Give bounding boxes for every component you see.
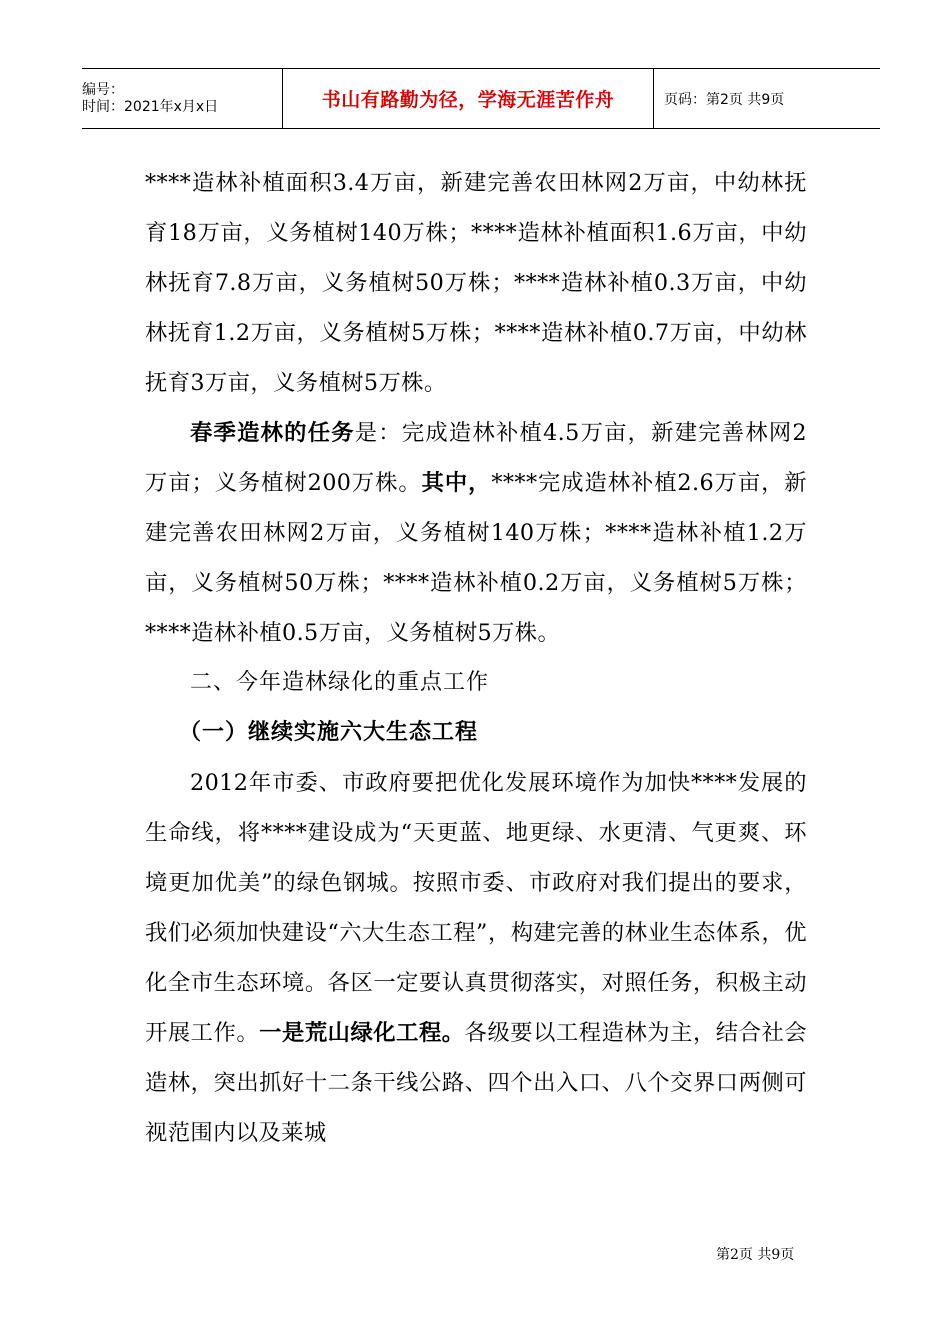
paragraph-ecology-projects	[145, 758, 807, 1158]
paragraph-text: 各级要以工程造林为主，结合社会造林，突出抓好十二条干线公路、四个出入口、八个交界口两侧可视范围内以及莱城	[145, 1020, 807, 1146]
bold-phrase: 一是荒山绿化工程。	[259, 1020, 465, 1046]
paragraph-task-details	[145, 158, 807, 408]
paragraph-text: 2012年市委、市政府要把优化发展环境作为加快****发展的生命线，将****建设成为“天更蓝、地更绿、水更清、气更爽、环境更加优美”的绿色钢城。按照市委、市政府对我们提出的要求，我们必须加快建设“六大生态工程”，构建完善的林业生态体系，优化全市生态环境。各区一定要认真贯彻落实，对照任务，积极主动开展工作。	[145, 770, 807, 1046]
document-date-label: 时间：2021年x月x日	[82, 98, 219, 115]
footer-page-number: 第2页 共9页	[716, 1247, 795, 1263]
bold-phrase: 其中，	[421, 470, 492, 496]
paragraph-spring-tasks	[145, 408, 807, 658]
document-number-label: 编号：	[82, 81, 124, 98]
header-left-cell	[82, 69, 283, 129]
header-page-number: 页码：第2页 共9页	[664, 91, 785, 108]
page-header	[82, 68, 880, 129]
header-motto: 书山有路勤为径，学海无涯苦作舟	[321, 89, 615, 111]
section-heading: 二、今年造林绿化的重点工作	[190, 670, 490, 695]
paragraph-text: ****造林补植面积3.4万亩，新建完善农田林网2万亩，中幼林抚育18万亩，义务植树140万株；****造林补植面积1.6万亩，中幼林抚育7.8万亩，义务植树50万株；****造林补植0.3万亩，中幼林抚育1.2万亩，义务植树5万株；****造林补植0.7万亩，中幼林抚育3万亩，义务植树5万株。	[145, 170, 807, 396]
header-center-cell	[283, 69, 654, 129]
paragraph-text: 是：完成造林补植4.5万亩，新建完善林网2万亩；义务植树200万株。	[145, 420, 807, 496]
paragraph-text: ****完成造林补植2.6万亩，新建完善农田林网2万亩，义务植树140万株；****造林补植1.2万亩，义务植树50万株；****造林补植0.2万亩，义务植树5万株；****造林补植0.5万亩，义务植树5万株。	[145, 470, 808, 646]
header-right-cell	[654, 69, 881, 129]
bold-phrase: 春季造林的任务	[190, 420, 355, 446]
subsection-heading: （一）继续实施六大生态工程	[179, 720, 479, 745]
document-body	[145, 158, 807, 1158]
